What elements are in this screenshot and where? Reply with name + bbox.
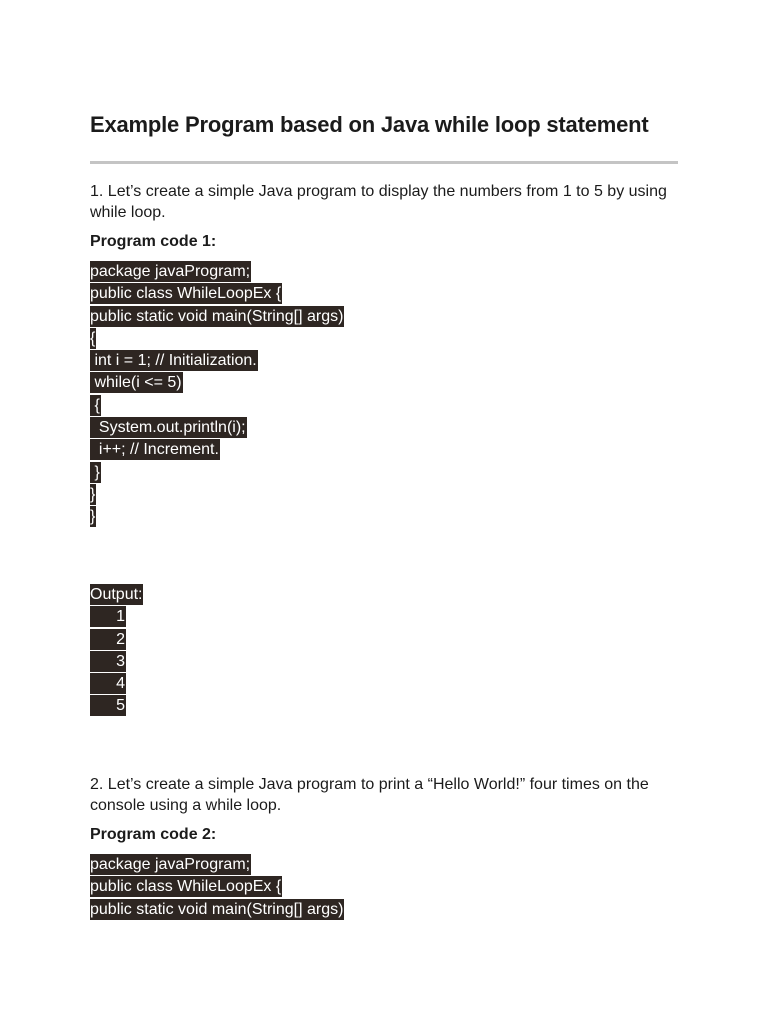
section1-description: 1. Let’s create a simple Java program to display the numbers from 1 to 5 by using while loop. (90, 183, 667, 221)
code-line: { (90, 329, 96, 347)
output-line: 4 (90, 673, 143, 695)
code-line: public class WhileLoopEx { (90, 285, 282, 303)
code-line: public static void main(String[] args) (90, 307, 344, 325)
output-block-1 (90, 584, 143, 718)
code-line: package javaProgram; (90, 263, 251, 280)
code-line: { (90, 396, 100, 414)
section1-code-label: Program code 1: (90, 233, 217, 250)
output-line: 2 (90, 629, 143, 651)
page-title: Example Program based on Java while loop statement (90, 112, 649, 137)
output-line: 3 (90, 651, 143, 673)
title-divider (90, 161, 678, 164)
code-line: } (90, 463, 100, 481)
code-line: } (90, 508, 96, 526)
code-line: } (90, 485, 96, 503)
code-line: System.out.println(i); (90, 419, 246, 437)
output-line: 1 (90, 606, 143, 628)
code-line: package javaProgram; (90, 856, 251, 873)
code-line: while(i <= 5) (90, 374, 182, 392)
code-line: int i = 1; // Initialization. (90, 352, 257, 370)
code-line: i++; // Increment. (90, 441, 219, 459)
section2-code-label: Program code 2: (90, 826, 217, 843)
section2-description: 2. Let’s create a simple Java program to print a “Hello World!” four times on the console using a while loop. (90, 776, 649, 814)
code-block-2 (90, 854, 344, 921)
code-block-1 (90, 261, 344, 529)
code-line: public static void main(String[] args) (90, 900, 344, 918)
output-label: Output: (90, 586, 143, 603)
code-line: public class WhileLoopEx { (90, 878, 282, 896)
output-line: 5 (90, 695, 143, 717)
